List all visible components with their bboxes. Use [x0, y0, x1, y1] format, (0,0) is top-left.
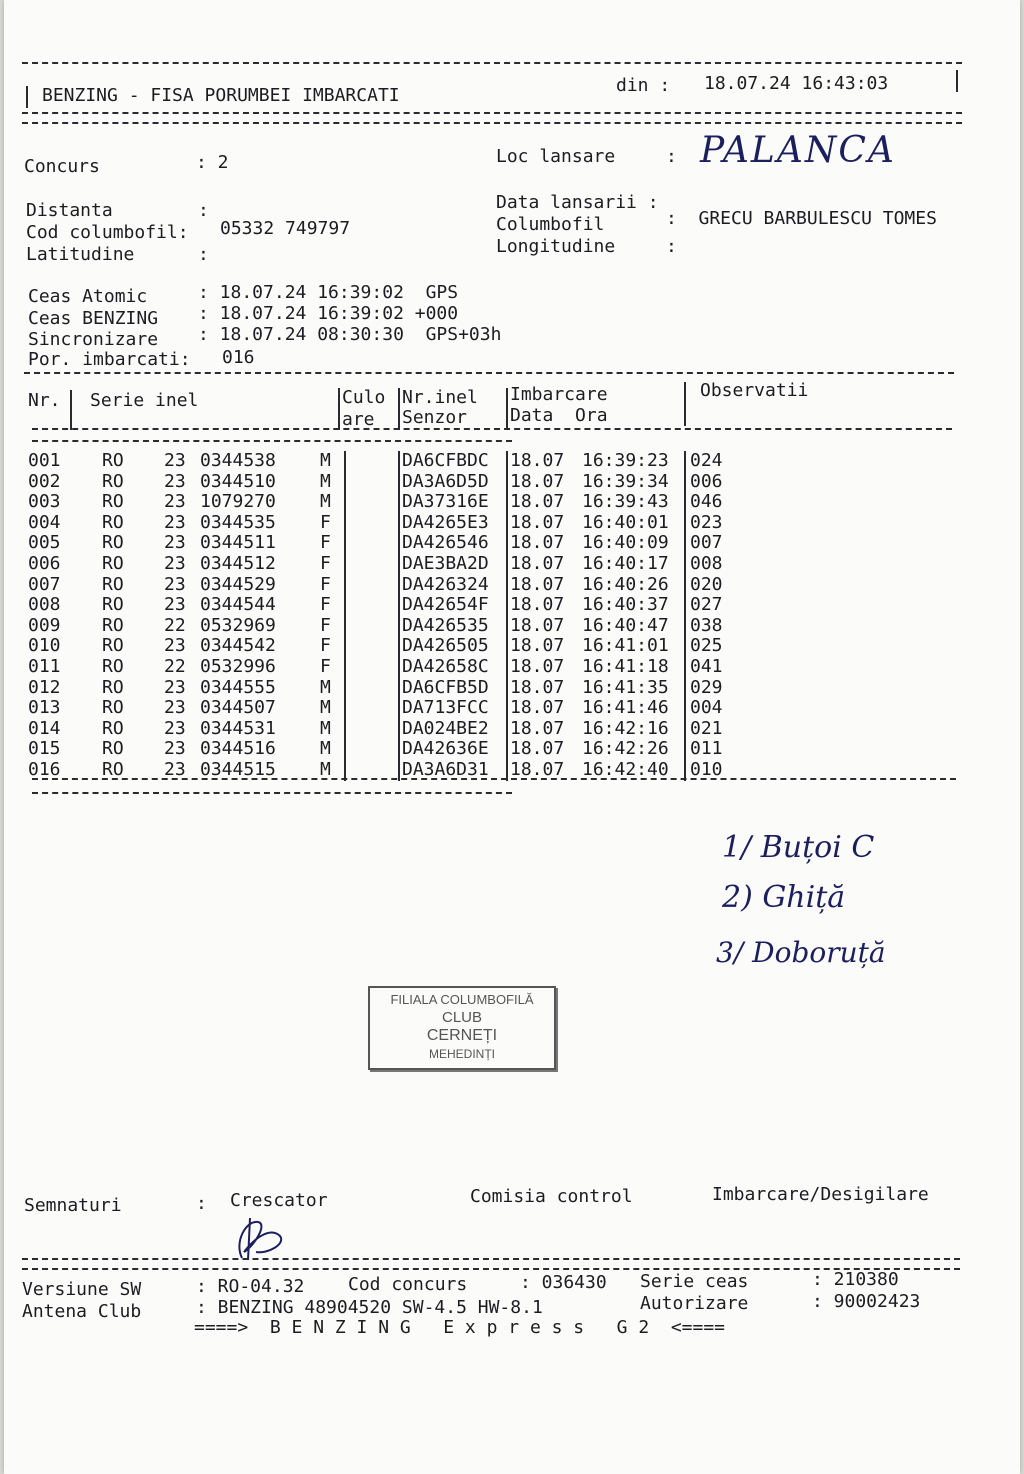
row-sensor: DA024BE2 — [402, 717, 489, 739]
table-row — [4, 636, 1004, 657]
column-divider — [506, 533, 508, 554]
row-date: 18.07 — [510, 717, 565, 739]
column-divider — [506, 678, 508, 699]
print-datetime: 18.07.24 16:43:03 — [704, 73, 889, 94]
row-nr: 011 — [28, 656, 61, 677]
column-divider — [398, 513, 400, 534]
row-date: 18.07 — [510, 759, 565, 780]
row-year: 23 — [164, 594, 186, 616]
table-row — [4, 575, 1004, 596]
table-row — [4, 554, 1004, 575]
row-nr: 009 — [28, 614, 61, 636]
col-header-observatii: Observatii — [700, 380, 809, 401]
divider — [32, 778, 956, 780]
row-observatii: 027 — [690, 594, 723, 616]
row-observatii: 007 — [690, 532, 723, 554]
row-nr: 002 — [28, 470, 61, 492]
printout-page — [4, 0, 1020, 1474]
longitudine-label: Longitudine — [496, 236, 616, 257]
column-divider — [684, 698, 686, 719]
row-time: 16:40:47 — [582, 614, 669, 636]
row-time: 16:41:01 — [582, 635, 669, 657]
distanta-label: Distanta — [26, 200, 113, 221]
column-divider — [344, 595, 346, 616]
row-country: RO — [102, 491, 124, 513]
row-country: RO — [102, 717, 124, 739]
row-year: 23 — [164, 450, 186, 471]
row-country: RO — [102, 450, 124, 471]
row-country: RO — [102, 573, 124, 595]
row-sex: M — [320, 738, 331, 760]
clock-label: Sincronizare — [28, 329, 159, 350]
col-header-culoare: are — [342, 409, 375, 430]
row-nr: 015 — [28, 738, 61, 760]
divider — [22, 112, 962, 114]
table-row — [4, 657, 1004, 678]
divider — [32, 792, 512, 794]
row-observatii: 020 — [690, 573, 723, 595]
column-divider — [344, 472, 346, 493]
row-time: 16:41:18 — [582, 656, 669, 677]
versiune-value: : RO-04.32 — [196, 1276, 305, 1297]
row-year: 23 — [164, 573, 186, 595]
column-divider — [506, 595, 508, 616]
row-time: 16:41:35 — [582, 676, 669, 698]
row-nr: 013 — [28, 697, 61, 719]
divider — [70, 390, 72, 430]
column-divider — [398, 616, 400, 637]
row-observatii: 025 — [690, 635, 723, 657]
row-sex: M — [320, 717, 331, 739]
row-country: RO — [102, 614, 124, 636]
row-sensor: DA42636E — [402, 738, 489, 760]
row-sensor: DA42654F — [402, 594, 489, 616]
column-divider — [344, 554, 346, 575]
table-row — [4, 595, 1004, 616]
column-divider — [684, 739, 686, 760]
column-divider — [506, 739, 508, 760]
row-observatii: 023 — [690, 511, 723, 533]
cod-columbofil-label: Cod columbofil: — [26, 222, 189, 243]
column-divider — [344, 616, 346, 637]
row-year: 22 — [164, 656, 186, 677]
handwritten-note: 3/ Doboruță — [716, 936, 886, 969]
row-ring: 0532996 — [200, 656, 276, 677]
table-row — [4, 739, 1004, 760]
row-date: 18.07 — [510, 614, 565, 636]
antena-value: : BENZING 48904520 SW-4.5 HW-8.1 — [196, 1297, 543, 1318]
column-divider — [684, 533, 686, 554]
row-time: 16:40:26 — [582, 573, 669, 595]
column-divider — [398, 739, 400, 760]
row-year: 23 — [164, 738, 186, 760]
row-ring: 0344510 — [200, 470, 276, 492]
row-sex: M — [320, 491, 331, 513]
row-ring: 0344516 — [200, 738, 276, 760]
column-divider — [344, 451, 346, 472]
row-date: 18.07 — [510, 738, 565, 760]
row-observatii: 021 — [690, 717, 723, 739]
table-row — [4, 533, 1004, 554]
divider — [22, 62, 962, 64]
row-sensor: DA426546 — [402, 532, 489, 554]
col-header-culoare: Culo — [342, 387, 386, 408]
row-date: 18.07 — [510, 697, 565, 719]
column-divider — [398, 698, 400, 719]
column-divider — [684, 657, 686, 678]
row-time: 16:39:43 — [582, 491, 669, 513]
row-date: 18.07 — [510, 450, 565, 471]
row-nr: 008 — [28, 594, 61, 616]
table-row — [4, 616, 1004, 637]
row-ring: 0344555 — [200, 676, 276, 698]
row-year: 23 — [164, 511, 186, 533]
row-time: 16:42:16 — [582, 717, 669, 739]
column-divider — [684, 554, 686, 575]
row-observatii: 006 — [690, 470, 723, 492]
row-observatii: 024 — [690, 450, 723, 471]
row-ring: 0344529 — [200, 573, 276, 595]
row-country: RO — [102, 532, 124, 554]
column-divider — [506, 636, 508, 657]
row-observatii: 038 — [690, 614, 723, 636]
comisia-label: Comisia control — [470, 1186, 633, 1207]
divider — [26, 86, 28, 108]
column-divider — [506, 472, 508, 493]
table-row — [4, 513, 1004, 534]
benzing-banner: ====> B E N Z I N G E x p r e s s G 2 <==== — [194, 1317, 726, 1338]
divider — [22, 122, 962, 124]
row-observatii: 029 — [690, 676, 723, 698]
row-ring: 0344507 — [200, 697, 276, 719]
columbofil-value: : GRECU BARBULESCU TOMES — [666, 208, 937, 229]
row-ring: 0532969 — [200, 614, 276, 636]
column-divider — [684, 513, 686, 534]
row-ring: 0344512 — [200, 553, 276, 574]
column-divider — [684, 492, 686, 513]
divider — [338, 388, 340, 430]
row-country: RO — [102, 676, 124, 698]
cod-concurs-label: Cod concurs — [348, 1274, 468, 1295]
column-divider — [344, 533, 346, 554]
row-sensor: DA6CFB5D — [402, 676, 489, 698]
row-nr: 004 — [28, 511, 61, 533]
row-sensor: DA426324 — [402, 573, 489, 595]
loc-lansare-sep: : — [666, 146, 677, 167]
handwritten-note: 1/ Buțoi C — [722, 830, 875, 865]
column-divider — [684, 451, 686, 472]
row-country: RO — [102, 635, 124, 657]
row-sensor: DA42658C — [402, 656, 489, 677]
column-divider — [506, 719, 508, 740]
row-sex: M — [320, 759, 331, 780]
row-sex: M — [320, 697, 331, 719]
stamp-line: MEHEDINȚI — [429, 1047, 495, 1061]
divider — [398, 388, 400, 430]
row-sex: M — [320, 450, 331, 471]
column-divider — [344, 678, 346, 699]
divider — [32, 428, 952, 430]
row-observatii: 046 — [690, 491, 723, 513]
row-date: 18.07 — [510, 573, 565, 595]
row-nr: 014 — [28, 717, 61, 739]
divider — [956, 70, 958, 92]
clock-value: : 18.07.24 08:30:30 GPS+03h — [198, 324, 502, 345]
divider — [24, 372, 954, 374]
row-observatii: 011 — [690, 738, 723, 760]
serie-ceas-label: Serie ceas — [640, 1271, 749, 1292]
divider — [506, 388, 508, 430]
column-divider — [684, 575, 686, 596]
column-divider — [398, 575, 400, 596]
divider — [32, 440, 512, 442]
row-sensor: DAE3BA2D — [402, 553, 489, 574]
row-ring: 0344511 — [200, 532, 276, 554]
row-year: 23 — [164, 676, 186, 698]
row-sex: F — [320, 532, 331, 554]
imbarcare-desigilare-label: Imbarcare/Desigilare — [712, 1184, 929, 1205]
clock-label: Ceas Atomic — [28, 286, 148, 307]
column-divider — [344, 739, 346, 760]
signatures-sep: : — [196, 1193, 207, 1214]
cod-concurs-value: : 036430 — [520, 1272, 607, 1293]
column-divider — [344, 575, 346, 596]
column-divider — [398, 492, 400, 513]
column-divider — [684, 616, 686, 637]
column-divider — [344, 657, 346, 678]
row-country: RO — [102, 759, 124, 780]
row-ring: 0344531 — [200, 717, 276, 739]
row-ring: 0344544 — [200, 594, 276, 616]
din-label: din : — [616, 75, 671, 96]
column-divider — [398, 451, 400, 472]
row-sex: F — [320, 656, 331, 677]
signatures-label: Semnaturi — [24, 1195, 122, 1216]
row-sex: M — [320, 676, 331, 698]
row-time: 16:40:37 — [582, 594, 669, 616]
column-divider — [684, 472, 686, 493]
row-country: RO — [102, 594, 124, 616]
row-year: 23 — [164, 491, 186, 513]
column-divider — [506, 492, 508, 513]
row-country: RO — [102, 511, 124, 533]
column-divider — [344, 492, 346, 513]
table-row — [4, 698, 1004, 719]
row-year: 23 — [164, 697, 186, 719]
autorizare-label: Autorizare — [640, 1293, 749, 1314]
column-divider — [684, 595, 686, 616]
row-date: 18.07 — [510, 656, 565, 677]
table-row — [4, 451, 1004, 472]
row-observatii: 008 — [690, 553, 723, 574]
versiune-label: Versiune SW — [22, 1279, 142, 1300]
latitudine-value: : — [198, 244, 209, 265]
row-observatii: 004 — [690, 697, 723, 719]
serie-ceas-value: : 210380 — [812, 1269, 899, 1290]
row-sensor: DA713FCC — [402, 697, 489, 719]
row-date: 18.07 — [510, 532, 565, 554]
row-sex: F — [320, 614, 331, 636]
row-nr: 003 — [28, 491, 61, 513]
stamp-line: FILIALA COLUMBOFILĂ — [390, 992, 534, 1007]
row-sex: F — [320, 511, 331, 533]
data-lansarii-label: Data lansarii : — [496, 192, 659, 213]
pigeons-count-value: 016 — [222, 347, 255, 368]
row-country: RO — [102, 656, 124, 677]
distanta-value: : — [198, 200, 209, 221]
latitudine-label: Latitudine — [26, 244, 135, 265]
column-divider — [398, 554, 400, 575]
row-observatii: 041 — [690, 656, 723, 677]
column-divider — [506, 616, 508, 637]
row-sex: F — [320, 553, 331, 574]
row-year: 23 — [164, 717, 186, 739]
divider — [22, 1258, 960, 1260]
row-sensor: DA426505 — [402, 635, 489, 657]
stamp-line: CLUB — [441, 1009, 482, 1026]
row-nr: 006 — [28, 553, 61, 574]
row-nr: 005 — [28, 532, 61, 554]
col-header-imbarcare: Imbarcare — [510, 384, 608, 405]
stamp-line: CERNEȚI — [426, 1027, 498, 1044]
column-divider — [398, 678, 400, 699]
column-divider — [344, 719, 346, 740]
row-year: 23 — [164, 470, 186, 492]
autorizare-value: : 90002423 — [812, 1291, 921, 1312]
column-divider — [344, 636, 346, 657]
row-date: 18.07 — [510, 470, 565, 492]
longitudine-value: : — [666, 236, 677, 257]
columbofil-label: Columbofil — [496, 214, 605, 235]
row-country: RO — [102, 470, 124, 492]
row-nr: 007 — [28, 573, 61, 595]
column-divider — [344, 698, 346, 719]
column-divider — [398, 533, 400, 554]
col-header-serie: Serie inel — [90, 390, 199, 411]
clock-value: : 18.07.24 16:39:02 GPS — [198, 282, 459, 303]
antena-label: Antena Club — [22, 1301, 142, 1322]
row-observatii: 010 — [690, 759, 723, 780]
table-row — [4, 678, 1004, 699]
table-row — [4, 719, 1004, 740]
row-ring: 0344538 — [200, 450, 276, 471]
column-divider — [684, 636, 686, 657]
column-divider — [506, 657, 508, 678]
column-divider — [684, 719, 686, 740]
row-year: 23 — [164, 553, 186, 574]
row-date: 18.07 — [510, 635, 565, 657]
divider — [684, 382, 686, 426]
column-divider — [398, 636, 400, 657]
row-nr: 016 — [28, 759, 61, 780]
pigeons-count-label: Por. imbarcati: — [28, 349, 191, 370]
row-time: 16:40:01 — [582, 511, 669, 533]
table-row — [4, 472, 1004, 493]
row-time: 16:41:46 — [582, 697, 669, 719]
row-time: 16:42:26 — [582, 738, 669, 760]
row-nr: 012 — [28, 676, 61, 698]
loc-lansare-value: PALANCA — [700, 130, 896, 171]
row-date: 18.07 — [510, 553, 565, 574]
row-sex: F — [320, 573, 331, 595]
row-time: 16:39:34 — [582, 470, 669, 492]
clock-value: : 18.07.24 16:39:02 +000 — [198, 303, 459, 324]
row-sensor: DA4265E3 — [402, 511, 489, 533]
row-sensor: DA3A6D31 — [402, 759, 489, 780]
row-sensor: DA426535 — [402, 614, 489, 636]
col-header-senzor: Senzor — [402, 407, 468, 428]
handwritten-note: 2) Ghiță — [722, 880, 846, 915]
row-date: 18.07 — [510, 491, 565, 513]
row-country: RO — [102, 553, 124, 574]
col-header-nr: Nr. — [28, 390, 61, 411]
row-ring: 1079270 — [200, 491, 276, 513]
row-sensor: DA37316E — [402, 491, 489, 513]
col-header-data-ora: Data Ora — [510, 405, 608, 426]
column-divider — [398, 595, 400, 616]
row-sex: M — [320, 470, 331, 492]
row-time: 16:40:17 — [582, 553, 669, 574]
row-sex: F — [320, 635, 331, 657]
concurs-label: Concurs — [24, 156, 100, 177]
column-divider — [506, 554, 508, 575]
row-year: 22 — [164, 614, 186, 636]
row-country: RO — [102, 697, 124, 719]
crescator-signature — [228, 1212, 292, 1264]
row-ring: 0344515 — [200, 759, 276, 780]
row-time: 16:42:40 — [582, 759, 669, 780]
column-divider — [506, 698, 508, 719]
loc-lansare-label: Loc lansare — [496, 146, 616, 167]
concurs-value: : 2 — [196, 152, 229, 173]
row-sensor: DA6CFBDC — [402, 450, 489, 471]
row-year: 23 — [164, 635, 186, 657]
row-time: 16:39:23 — [582, 450, 669, 471]
column-divider — [398, 657, 400, 678]
row-sensor: DA3A6D5D — [402, 470, 489, 492]
crescator-label: Crescator — [230, 1190, 328, 1211]
column-divider — [506, 513, 508, 534]
page-title: BENZING - FISA PORUMBEI IMBARCATI — [42, 85, 400, 106]
col-header-nrinel: Nr.inel — [402, 387, 478, 408]
row-sex: F — [320, 594, 331, 616]
column-divider — [398, 719, 400, 740]
row-nr: 001 — [28, 450, 61, 471]
row-year: 23 — [164, 532, 186, 554]
row-date: 18.07 — [510, 511, 565, 533]
column-divider — [344, 513, 346, 534]
row-country: RO — [102, 738, 124, 760]
row-ring: 0344542 — [200, 635, 276, 657]
row-date: 18.07 — [510, 594, 565, 616]
table-row — [4, 492, 1004, 513]
column-divider — [684, 678, 686, 699]
column-divider — [506, 451, 508, 472]
clock-label: Ceas BENZING — [28, 308, 159, 329]
row-date: 18.07 — [510, 676, 565, 698]
row-ring: 0344535 — [200, 511, 276, 533]
column-divider — [506, 575, 508, 596]
row-year: 23 — [164, 759, 186, 780]
club-stamp — [368, 986, 556, 1070]
row-nr: 010 — [28, 635, 61, 657]
column-divider — [398, 472, 400, 493]
row-time: 16:40:09 — [582, 532, 669, 554]
cod-columbofil-value: 05332 749797 — [220, 218, 351, 239]
